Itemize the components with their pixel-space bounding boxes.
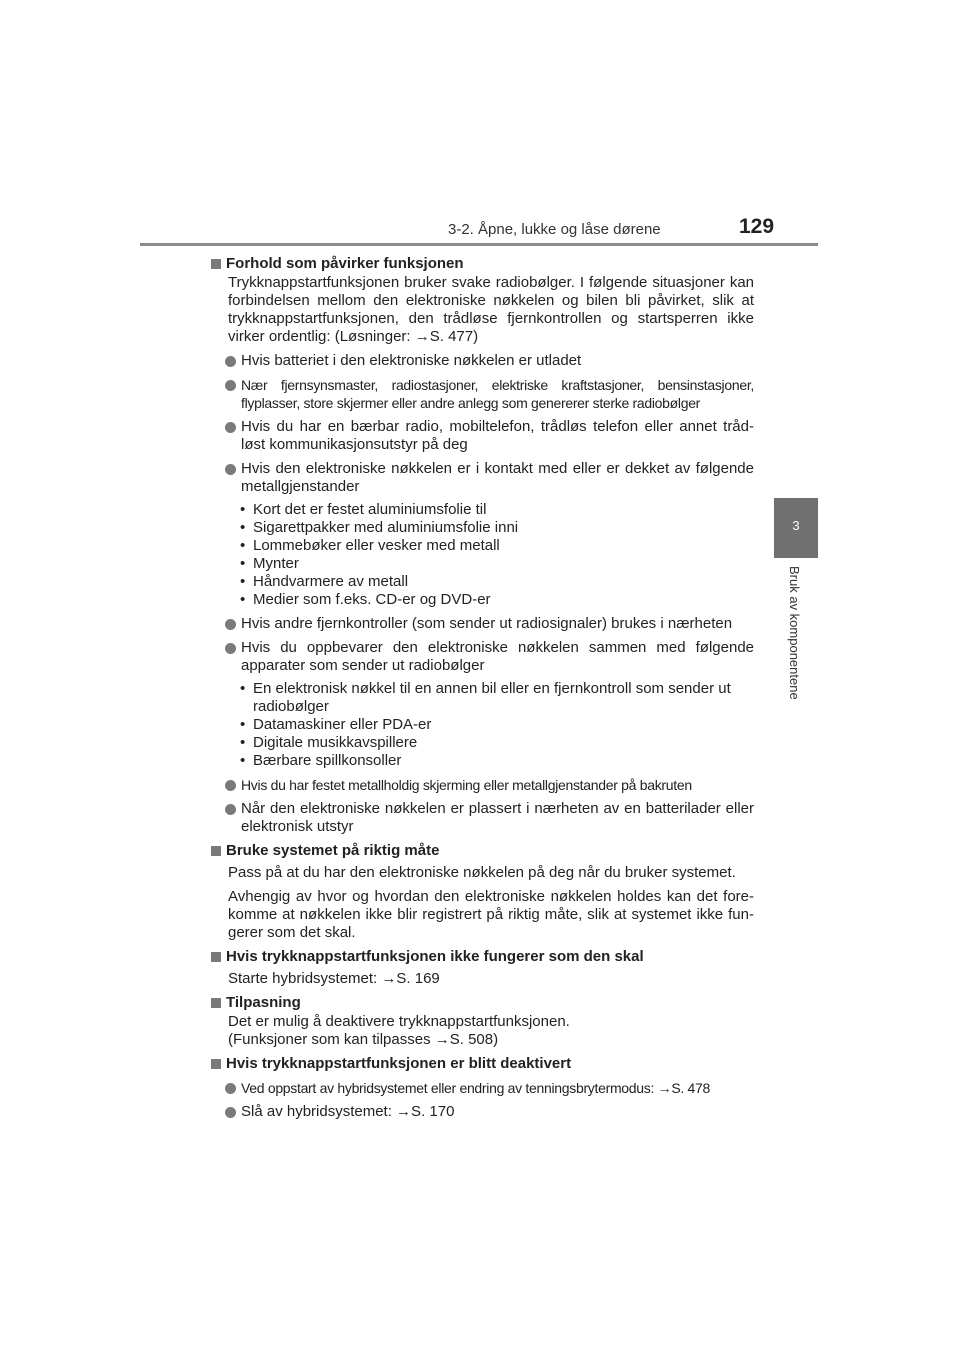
section-heading: [210, 255, 754, 273]
sub-list-item: • En elektronisk nøkkel til en annen bil eller en fjernkontroll som sender ut radiobølger: [240, 680, 731, 715]
square-bullet-icon: [211, 1059, 221, 1069]
list-item-text: Hvis den elektroniske nøkkelen er i kontakt med eller er dekket av følgende metallgjenstander: [241, 460, 754, 495]
list-item-text: Når den elektroniske nøkkelen er plassert i nærheten av en batterilader eller elektronisk utstyr: [241, 800, 754, 835]
list-item-text: Slå av hybridsystemet: →S. 170: [241, 1103, 455, 1120]
list-item-text: Hvis du har en bærbar radio, mobiltelefon, trådløs telefon eller annet tråd- løst kommunikasjonsutstyr på deg: [241, 418, 754, 453]
page-content: [210, 252, 754, 1121]
list-item-text: Ved oppstart av hybridsystemet eller endring av tenningsbrytermodus: →S. 478: [241, 1080, 711, 1096]
sub-list-item: • Datamaskiner eller PDA-er: [240, 716, 432, 733]
round-bullet-icon: [225, 1107, 236, 1118]
list-item-text: Nær fjernsynsmaster, radiostasjoner, elektriske kraftstasjoner, bensinstasjoner, flyplasser, store skjermer eller andre anlegg som genererer sterke radiobølger: [241, 377, 754, 411]
list-item: [210, 1079, 754, 1097]
list-item: [210, 615, 754, 633]
metal-objects-sublist: [240, 501, 754, 609]
heading-text: Hvis trykknappstartfunksjonen er blitt deaktivert: [226, 1055, 572, 1072]
page-number: 129: [739, 215, 775, 238]
sub-list-item: • Sigarettpakker med aluminiumsfolie inni: [240, 519, 519, 536]
section-heading: [210, 948, 754, 966]
round-bullet-icon: [225, 804, 236, 815]
list-item-text: Hvis du har festet metallholdig skjerming eller metallgjenstander på bakruten: [241, 777, 692, 793]
list-item: [210, 800, 754, 836]
heading-text: Hvis trykknappstartfunksjonen ikke fungerer som den skal: [226, 948, 644, 965]
paragraph: Starte hybridsystemet: →S. 169: [228, 970, 440, 987]
square-bullet-icon: [211, 998, 221, 1008]
list-item: [210, 776, 754, 794]
list-item: [210, 352, 754, 370]
sub-list-item: • Kort det er festet aluminiumsfolie til: [240, 501, 487, 518]
text-line: Det er mulig å deaktivere trykknappstartfunksjonen.: [228, 1013, 570, 1030]
list-item-text: Hvis du oppbevarer den elektroniske nøkkelen sammen med følgende apparater som sender ut radiobølger: [241, 639, 754, 674]
sub-list-item: • Mynter: [240, 555, 299, 572]
list-item: [210, 460, 754, 496]
section-customization: [210, 994, 754, 1049]
round-bullet-icon: [225, 356, 236, 367]
list-item-text: Hvis batteriet i den elektroniske nøkkelen er utladet: [241, 352, 582, 369]
text-line: (Funksjoner som kan tilpasses →S. 508): [228, 1031, 499, 1048]
sub-list-item: • Håndvarmere av metall: [240, 573, 409, 590]
section-heading: [210, 842, 754, 860]
heading-text: Forhold som påvirker funksjonen: [226, 255, 464, 272]
chapter-label: Bruk av komponentene: [787, 566, 802, 700]
round-bullet-icon: [225, 619, 236, 630]
header-divider: [140, 243, 818, 246]
round-bullet-icon: [225, 464, 236, 475]
section-title: 3-2. Åpne, lukke og låse dørene: [448, 221, 661, 238]
paragraph: Avhengig av hvor og hvordan den elektroniske nøkkelen holdes kan det fore- komme at nøkkelen ikke blir registrert på riktig måte, slik at systemet ikke fun- gerer som det skal.: [228, 888, 754, 941]
paragraph: [228, 1013, 754, 1049]
section-deactivated: [210, 1055, 754, 1121]
round-bullet-icon: [225, 1083, 236, 1094]
radio-devices-sublist: [240, 680, 754, 770]
section-correct-use: [210, 842, 754, 942]
round-bullet-icon: [225, 380, 236, 391]
section-intro: Trykknappstartfunksjonen bruker svake radiobølger. I følgende situasjoner kan forbindelsen mellom den elektroniske nøkkelen og bilen bli påvirket, slik at trykknappstartfunksjonen, den trådløse fjernkontrollen og startsperren ikke virker ordentlig: (Løsninger: →S. 477): [228, 274, 754, 345]
heading-text: Tilpasning: [226, 994, 301, 1011]
sub-list-item: • Medier som f.eks. CD-er og DVD-er: [240, 591, 491, 608]
list-item: [210, 418, 754, 454]
section-heading: [210, 1055, 754, 1073]
section-not-working: [210, 948, 754, 988]
square-bullet-icon: [211, 846, 221, 856]
square-bullet-icon: [211, 259, 221, 269]
list-item: [210, 639, 754, 675]
sub-list-item: • Bærbare spillkonsoller: [240, 752, 402, 769]
chapter-number: 3: [792, 518, 800, 533]
round-bullet-icon: [225, 780, 236, 791]
list-item: [210, 376, 754, 412]
square-bullet-icon: [211, 952, 221, 962]
chapter-tab: [774, 498, 818, 558]
list-item-text: Hvis andre fjernkontroller (som sender ut radiosignaler) brukes i nærheten: [241, 615, 733, 632]
round-bullet-icon: [225, 643, 236, 654]
sub-list-item: • Lommebøker eller vesker med metall: [240, 537, 500, 554]
heading-text: Bruke systemet på riktig måte: [226, 842, 440, 859]
paragraph: Pass på at du har den elektroniske nøkkelen på deg når du bruker systemet.: [228, 864, 736, 881]
page-header: [0, 0, 960, 250]
round-bullet-icon: [225, 422, 236, 433]
section-conditions: [210, 255, 754, 836]
list-item: [210, 1103, 754, 1121]
sub-list-item: • Digitale musikkavspillere: [240, 734, 418, 751]
section-heading: [210, 994, 754, 1012]
